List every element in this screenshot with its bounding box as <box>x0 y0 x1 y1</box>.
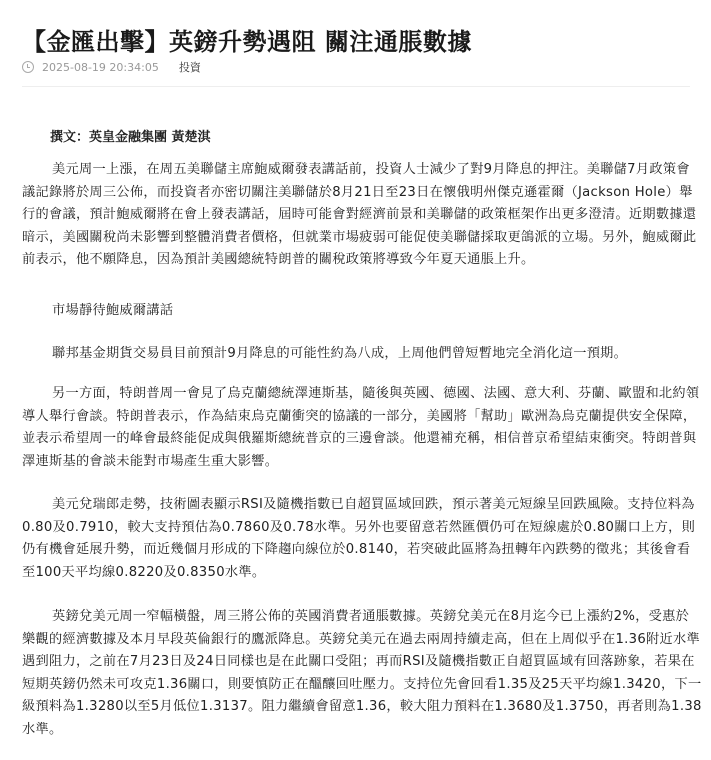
article-meta <box>22 58 201 76</box>
header-divider <box>22 86 690 87</box>
section-subheading: 市場靜待鮑威爾講話 <box>52 303 174 318</box>
paragraph-1: 美元周一上漲，在周五美聯儲主席鮑威爾發表講話前，投資人士減少了對9月降息的押注。美聯儲7月政策會議記錄將於周三公佈，而投資者亦密切關注美聯儲於8月21日至23日在懷俄明州傑克遜霍爾（Jackson Hole）舉行的會議，預計鮑威爾將在會上發表講話，屆時可能會對經濟前景和美聯儲的政策框架作出更多澄清。近期數據還暗示，美國關稅尚未影響到整體消費者價格，但就業市場疲弱可能促使美聯儲採取更鴿派的立場。另外，鮑威爾此前表示，他不願降息，因為預計美國總統特朗普的關稅政策將導致今年夏天通脹上升。 <box>22 162 697 267</box>
category-link[interactable]: 投資 <box>178 61 201 74</box>
paragraph-4: 美元兌瑞郎走勢，技術圖表顯示RSI及隨機指數已自超買區域回跌，預示著美元短線呈回跌風險。支持位料為0.80及0.7910，較大支持預估為0.7860及0.78水準。另外也要留意若然匯價仍可在短線處於0.80關口上方，則仍有機會延展升勢，而近幾個月形成的下降趨向線位於0.8140，若突破此區將為扭轉年內跌勢的徵兆；其後會看至100天平均線0.8220及0.8350水準。 <box>22 497 696 580</box>
publish-datetime: 2025-08-19 20:34:05 <box>42 60 159 74</box>
article-title: 【金匯出擊】英鎊升勢遇阻 關注通脹數據 <box>22 28 472 57</box>
paragraph-3: 另一方面，特朗普周一會見了烏克蘭總統澤連斯基，隨後與英國、德國、法國、意大利、芬蘭、歐盟和北約領導人舉行會談。特朗普表示，作為結束烏克蘭衝突的協議的一部分，美國將「幫助」歐洲為烏克蘭提供安全保障，並表示希望周一的峰會最終能促成與俄羅斯總統普京的三邊會談。他還補充稱，相信普京希望結束衝突。特朗普與澤連斯基的會談未能對市場產生重大影響。 <box>22 386 700 469</box>
paragraph-5: 英鎊兌美元周一窄幅橫盤，周三將公佈的英國消費者通脹數據。英鎊兌美元在8月迄今已上漲約2%，受惠於樂觀的經濟數據及本月早段英倫銀行的鷹派降息。英鎊兌美元在過去兩周持續走高，但在上周似乎在1.36附近水準遇到阻力，之前在7月23日及24日同樣也是在此關口受阻；再而RSI及隨機指數正自超買區域有回落跡象，若果在短期英鎊仍然未可攻克1.36關口，則要慎防正在醞釀回吐壓力。支持位先會回看1.35及25天平均線1.3420，下一級預料為1.3280以至5月低位1.3137。阻力繼續會留意1.36，較大阻力預料在1.3680及1.3750，再者則為1.38水準。 <box>22 609 702 737</box>
clock-icon <box>22 61 34 73</box>
paragraph-2: 聯邦基金期貨交易員目前預計9月降息的可能性約為八成，上周他們曾短暫地完全消化這一預期。 <box>52 346 628 361</box>
byline: 撰文：英皇金融集團 黃楚淇 <box>50 130 211 145</box>
